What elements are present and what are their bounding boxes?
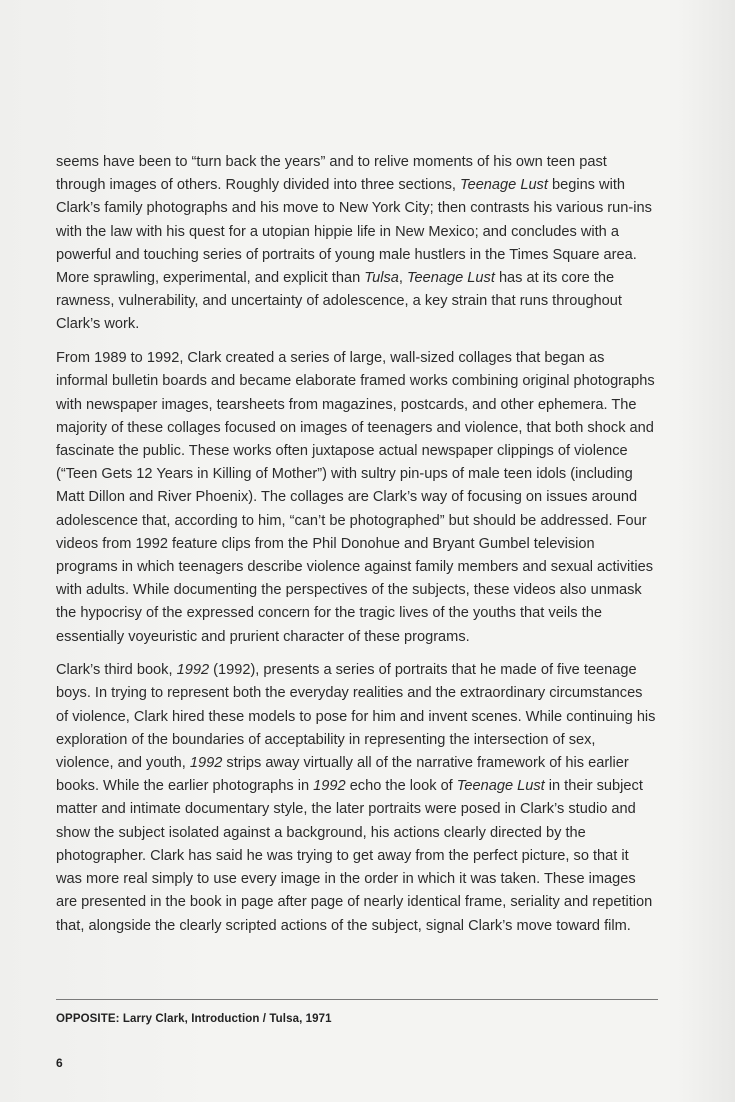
text-run: strips away virtually all of the narrative framework of his earlier books. While the earlier photographs in bbox=[56, 755, 629, 795]
italic-title: 1992 bbox=[189, 755, 223, 772]
italic-title: 1992 bbox=[176, 662, 210, 679]
italic-title: Teenage Lust bbox=[406, 270, 495, 287]
page-number: 6 bbox=[56, 1056, 63, 1070]
text-run: in their subject matter and intimate documentary style, the later portraits were posed in Clark’s studio and show the subject isolated against a background, his actions clearly directed by the photographer. Clark has said he was trying to get away from the perfect picture, so that it was more real simply to use every image in the order in which it was taken. These images are presented in the book in page after page of nearly identical frame, seriality and repetition that, alongside the clearly scripted actions of the subject, signal Clark’s move toward film. bbox=[56, 778, 653, 934]
paragraph-1 bbox=[56, 151, 656, 337]
italic-title: Teenage Lust bbox=[460, 177, 548, 194]
text-run: begins with Clark’s family photographs and his move to New York City; then contrasts his various run-ins with the law with his quest for a utopian hippie life in New Mexico; and concludes with a powerful and touching series of portraits of young male hustlers in the Times Square area. More sprawling, experimental, and explicit than bbox=[56, 177, 652, 287]
italic-title: 1992 bbox=[313, 778, 346, 795]
figure-caption bbox=[56, 1013, 332, 1025]
text-run: , bbox=[398, 270, 407, 287]
text-run: Clark’s third book, bbox=[56, 662, 177, 679]
text-run: (1992), presents a series of portraits that he made of five teenage boys. In trying to represent both the everyday realities and the extraordinary circumstances of violence, Clark hired these models to pose for him and invent scenes. While continuing his exploration of the boundaries of acceptability in representing the intersection of sex, violence, and youth, bbox=[56, 662, 656, 772]
text-run: From 1989 to 1992, Clark created a series of large, wall-sized collages that began as informal bulletin boards and became elaborate framed works combining original photographs with newspaper images, tearsheets from magazines, postcards, and other ephemera. The majority of these collages focused on images of teenagers and violence, that both shock and fascinate the public. These works often juxtapose actual newspaper clippings of violence (“Teen Gets 12 Years in Killing of Mother”) with sultry pin-ups of male teen idols (including Matt Dillon and River Phoenix). The collages are Clark’s way of focusing on issues around adolescence that, according to him, “can’t be photographed” but should be addressed. Four videos from 1992 feature clips from the Phil Donohue and Bryant Gumbel television programs in which teenagers describe violence against family members and sexual activities with adults. While documenting the perspectives of the subjects, these videos also unmask the hypocrisy of the expressed concern for the tragic lives of the youths that veils the essentially voyeuristic and prurient character of these programs. bbox=[56, 350, 655, 645]
text-run: has at its core the rawness, vulnerability, and uncertainty of adolescence, a key strain that runs throughout Clark’s work. bbox=[56, 270, 622, 333]
italic-title: Teenage Lust bbox=[456, 778, 545, 795]
text-run: echo the look of bbox=[345, 778, 457, 795]
caption-divider bbox=[56, 999, 658, 1000]
text-run: seems have been to “turn back the years” and to relive moments of his own teen past through images of others. Roughly divided into three sections, bbox=[56, 154, 607, 194]
caption-text: Larry Clark, Introduction / Tulsa, 1971 bbox=[119, 1013, 332, 1025]
paragraph-2 bbox=[56, 347, 656, 649]
caption-label: OPPOSITE: bbox=[56, 1013, 120, 1025]
body-text bbox=[56, 151, 656, 948]
italic-title: Tulsa bbox=[364, 270, 399, 287]
paragraph-3 bbox=[56, 659, 656, 937]
